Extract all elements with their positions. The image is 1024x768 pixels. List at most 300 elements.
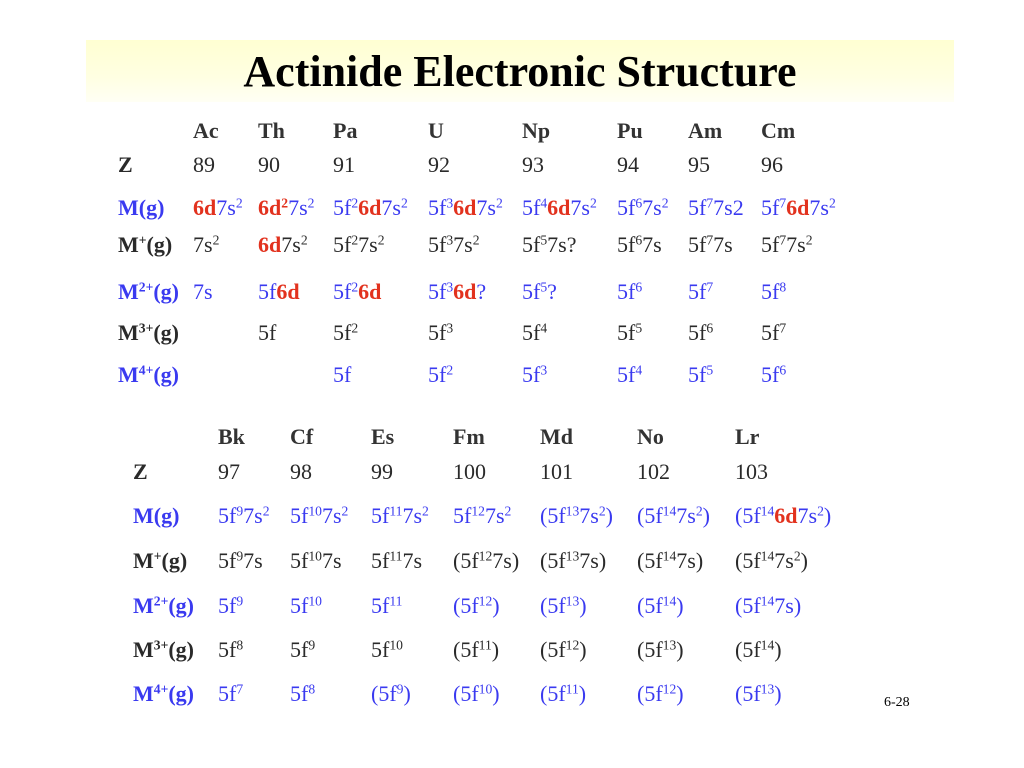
config-cell-am	[688, 320, 713, 346]
config-cell-pu	[617, 279, 642, 305]
superscript: 2	[281, 195, 289, 211]
superscript: 2	[377, 232, 385, 248]
superscript: 13	[565, 593, 580, 609]
config-cell-pa	[333, 152, 355, 178]
config-segment: 5f	[761, 279, 780, 304]
superscript: 2	[351, 320, 359, 336]
config-segment: 5f	[617, 195, 636, 220]
config-cell-cm	[761, 232, 813, 258]
config-segment: 5f	[371, 503, 390, 528]
config-segment: )	[491, 637, 500, 662]
config-segment: 7s	[570, 195, 590, 220]
superscript: 2	[828, 195, 836, 211]
config-segment: 5f	[290, 548, 309, 573]
config-cell-es	[371, 681, 411, 707]
superscript: 8	[779, 279, 787, 295]
config-cell-md	[540, 548, 606, 574]
config-segment: 5f	[522, 362, 541, 387]
config-segment: 7s	[453, 232, 473, 257]
config-segment: (5f	[453, 548, 479, 573]
config-segment: (5f	[637, 548, 663, 573]
config-segment: 5f	[333, 362, 352, 387]
config-cell-u	[428, 279, 486, 305]
config-cell-np	[522, 195, 597, 221]
config-segment: 7s)	[774, 593, 802, 618]
superscript: 10	[308, 593, 322, 609]
config-cell-lr	[735, 503, 831, 529]
superscript: 2	[300, 232, 308, 248]
config-cell-np	[522, 279, 557, 305]
superscript: 2	[446, 362, 454, 378]
config-segment: 7s	[243, 548, 263, 573]
slide-title: Actinide Electronic Structure	[243, 47, 797, 96]
superscript: 6	[635, 232, 643, 248]
config-segment: 101	[540, 459, 573, 484]
config-segment: 6d	[786, 195, 810, 220]
config-cell-fm	[453, 503, 511, 529]
config-cell-no	[637, 681, 684, 707]
config-segment: 98	[290, 459, 312, 484]
config-cell-pu	[617, 320, 642, 346]
superscript: 9	[236, 593, 244, 609]
config-segment: (g)	[168, 681, 194, 706]
element-header-md: Md	[540, 424, 573, 449]
config-cell-fm	[453, 548, 519, 574]
config-cell-ac	[193, 232, 219, 258]
config-cell-am	[688, 362, 713, 388]
config-segment: )	[800, 548, 808, 573]
config-segment: 7s	[797, 503, 818, 528]
superscript: 7	[236, 681, 244, 697]
config-segment: 100	[453, 459, 486, 484]
config-segment: ?	[476, 279, 487, 304]
config-segment: 102	[637, 459, 670, 484]
config-segment: 7s	[476, 195, 496, 220]
config-cell-th	[258, 320, 276, 346]
config-cell-es	[371, 548, 422, 574]
config-segment: 6d	[453, 195, 477, 220]
config-cell-cm	[761, 362, 786, 388]
superscript: 2	[351, 279, 359, 295]
config-cell-np	[522, 152, 544, 178]
config-segment: 6d	[358, 195, 382, 220]
config-segment: Z	[133, 459, 148, 484]
config-segment: (g)	[168, 593, 194, 618]
config-segment: 7s	[484, 503, 505, 528]
config-segment: 7s	[713, 232, 733, 257]
config-segment: 7s2	[713, 195, 744, 220]
config-cell-pa	[333, 232, 385, 258]
config-cell-am	[688, 152, 710, 178]
config-cell-es	[371, 459, 393, 485]
superscript: 11	[565, 681, 579, 697]
superscript: 3	[446, 320, 454, 336]
config-segment: )	[774, 637, 782, 662]
config-cell-u	[428, 232, 480, 258]
superscript: 9	[308, 637, 316, 653]
superscript: 5	[635, 320, 643, 336]
config-segment: M	[118, 279, 139, 304]
row-label	[118, 232, 172, 258]
superscript: 2	[307, 195, 315, 211]
element-header-es: Es	[371, 424, 395, 449]
config-segment: )	[605, 503, 613, 528]
superscript: 11	[478, 637, 492, 653]
superscript: 3+	[153, 637, 169, 653]
config-segment: 7s	[774, 548, 794, 573]
superscript: 2	[422, 503, 429, 519]
superscript: 5	[706, 362, 714, 378]
superscript: 3	[446, 195, 454, 211]
config-cell-no	[637, 459, 670, 485]
config-segment: (g)	[168, 637, 194, 662]
superscript: 13	[662, 637, 677, 653]
superscript: 9	[396, 681, 404, 697]
config-segment: (5f	[637, 681, 663, 706]
config-segment: 90	[258, 152, 280, 177]
superscript: 6	[779, 362, 787, 378]
config-segment: 5f	[428, 232, 447, 257]
element-header-am: Am	[688, 118, 723, 143]
config-segment: 5f	[522, 195, 541, 220]
config-segment: M	[133, 681, 154, 706]
config-segment: 7s	[321, 548, 342, 573]
superscript: 2	[212, 232, 220, 248]
config-segment: (5f	[735, 681, 761, 706]
config-cell-md	[540, 593, 587, 619]
superscript: 4+	[138, 362, 154, 378]
config-segment: 96	[761, 152, 783, 177]
config-segment: 7s	[321, 503, 342, 528]
config-cell-am	[688, 195, 744, 221]
row-label	[133, 593, 194, 619]
config-segment: M	[118, 320, 139, 345]
element-header-lr: Lr	[735, 424, 760, 449]
config-segment: 6d	[258, 232, 282, 257]
config-segment: )	[403, 681, 411, 706]
config-segment: 6d	[547, 195, 571, 220]
config-cell-fm	[453, 637, 499, 663]
config-cell-th	[258, 152, 280, 178]
row-label	[133, 637, 194, 663]
superscript: 14	[662, 593, 677, 609]
config-segment: 5f	[428, 362, 447, 387]
config-cell-am	[688, 279, 713, 305]
config-segment: 5f	[688, 232, 707, 257]
config-cell-th	[258, 279, 300, 305]
config-segment: 5f	[218, 548, 237, 573]
config-segment: 5f	[688, 320, 707, 345]
superscript: 14	[662, 503, 677, 519]
config-segment: (5f	[735, 593, 761, 618]
page-number: 6-28	[884, 695, 910, 710]
config-segment: )	[774, 681, 782, 706]
config-segment: (g)	[153, 279, 179, 304]
superscript: +	[138, 232, 147, 248]
superscript: 2	[472, 232, 480, 248]
config-segment: )	[492, 593, 500, 618]
config-segment: 5f	[333, 279, 352, 304]
superscript: 4+	[153, 681, 169, 697]
superscript: 11	[389, 548, 403, 564]
config-segment: 5f	[371, 593, 390, 618]
superscript: 13	[760, 681, 775, 697]
config-segment: 6d	[453, 279, 477, 304]
config-cell-no	[637, 593, 684, 619]
superscript: 2	[695, 503, 703, 519]
superscript: 9	[236, 503, 244, 519]
config-segment: 6d	[774, 503, 798, 528]
config-cell-no	[637, 503, 710, 529]
config-segment: (5f	[637, 593, 663, 618]
config-cell-lr	[735, 459, 768, 485]
config-cell-u	[428, 195, 503, 221]
row-label	[133, 681, 194, 707]
config-cell-fm	[453, 681, 500, 707]
config-cell-no	[637, 548, 703, 574]
config-segment: 5f	[688, 195, 707, 220]
config-segment: 5f	[218, 503, 237, 528]
config-cell-bk	[218, 459, 240, 485]
config-segment: 5f	[333, 195, 352, 220]
config-cell-pu	[617, 362, 642, 388]
config-cell-cf	[290, 503, 348, 529]
config-segment: 7s)	[492, 548, 520, 573]
config-segment: (5f	[540, 593, 566, 618]
superscript: 2+	[153, 593, 169, 609]
config-segment: (5f	[453, 681, 479, 706]
config-cell-cf	[290, 681, 315, 707]
config-cell-pa	[333, 320, 358, 346]
superscript: 7	[779, 195, 787, 211]
superscript: 2	[495, 195, 503, 211]
superscript: 2	[805, 232, 813, 248]
superscript: +	[153, 548, 162, 564]
config-cell-pa	[333, 279, 381, 305]
config-segment: 5f	[428, 320, 447, 345]
config-segment: M	[118, 232, 139, 257]
config-segment: 5f	[218, 637, 237, 662]
superscript: 14	[760, 503, 775, 519]
config-segment: 5f	[522, 279, 541, 304]
config-segment: 5f	[453, 503, 472, 528]
config-cell-ac	[193, 152, 215, 178]
superscript: 6	[706, 320, 714, 336]
superscript: 2	[351, 195, 359, 211]
element-header-cf: Cf	[290, 424, 314, 449]
config-segment: 5f	[333, 232, 352, 257]
config-cell-pu	[617, 195, 669, 221]
config-cell-bk	[218, 637, 243, 663]
config-cell-fm	[453, 593, 500, 619]
config-segment: 7s	[358, 232, 378, 257]
superscript: 13	[565, 503, 580, 519]
config-segment: 95	[688, 152, 710, 177]
config-segment: 7s	[642, 232, 662, 257]
superscript: 12	[471, 503, 485, 519]
superscript: 8	[236, 637, 244, 653]
superscript: 7	[779, 320, 787, 336]
config-segment: )	[676, 637, 684, 662]
config-segment: ?	[547, 279, 557, 304]
element-header-cm: Cm	[761, 118, 796, 143]
config-segment: 5f	[522, 232, 541, 257]
superscript: 10	[478, 681, 493, 697]
superscript: 3	[540, 362, 548, 378]
config-segment: 7s)	[579, 548, 607, 573]
config-segment: M	[133, 548, 154, 573]
config-cell-am	[688, 232, 733, 258]
superscript: 11	[389, 593, 403, 609]
row-label	[118, 362, 179, 388]
config-segment: 7s	[193, 279, 213, 304]
config-cell-md	[540, 503, 613, 529]
config-segment: 7s	[193, 232, 213, 257]
config-cell-bk	[218, 548, 263, 574]
superscript: 6	[635, 279, 643, 295]
superscript: 10	[308, 503, 322, 519]
config-segment: 6d	[193, 195, 217, 220]
config-cell-u	[428, 320, 453, 346]
config-cell-th	[258, 232, 308, 258]
config-segment: 99	[371, 459, 393, 484]
config-segment: (5f	[735, 637, 761, 662]
config-cell-cf	[290, 459, 312, 485]
superscript: 9	[236, 548, 244, 564]
config-cell-md	[540, 459, 573, 485]
config-cell-cm	[761, 195, 836, 221]
config-segment: (g)	[161, 548, 188, 573]
superscript: 2	[351, 232, 359, 248]
superscript: 4	[540, 195, 548, 211]
superscript: 12	[565, 637, 580, 653]
config-segment: 7s	[281, 232, 301, 257]
config-cell-cf	[290, 593, 322, 619]
title-band	[86, 40, 954, 102]
superscript: 4	[635, 362, 643, 378]
element-header-fm: Fm	[453, 424, 485, 449]
superscript: 14	[760, 548, 775, 564]
config-segment: 5f	[258, 279, 277, 304]
config-segment: 5f	[290, 593, 309, 618]
config-segment: 5f	[428, 279, 447, 304]
superscript: 2+	[138, 279, 154, 295]
config-segment: 103	[735, 459, 768, 484]
config-cell-cm	[761, 279, 786, 305]
config-cell-es	[371, 503, 429, 529]
config-segment: 7s)	[676, 548, 704, 573]
config-cell-ac	[193, 279, 213, 305]
config-segment: 7s	[579, 503, 599, 528]
config-segment: 89	[193, 152, 215, 177]
config-segment: 5f	[617, 279, 636, 304]
config-segment: 7s	[288, 195, 308, 220]
config-segment: 7s?	[547, 232, 577, 257]
config-segment: 5f	[617, 362, 636, 387]
superscript: 14	[662, 548, 677, 564]
config-segment: 5f	[290, 503, 309, 528]
superscript: 5	[540, 232, 548, 248]
row-label	[118, 320, 179, 346]
config-cell-lr	[735, 548, 808, 574]
config-cell-lr	[735, 593, 801, 619]
config-segment: 5f	[761, 232, 780, 257]
row-label	[118, 279, 179, 305]
config-segment: (5f	[453, 637, 479, 662]
element-header-np: Np	[522, 118, 551, 143]
config-segment: (5f	[371, 681, 397, 706]
superscript: 2	[235, 195, 243, 211]
config-segment: M(g)	[118, 195, 165, 220]
superscript: 7	[706, 232, 714, 248]
row-label	[118, 195, 164, 221]
config-segment: M	[133, 593, 154, 618]
config-segment: 7s	[381, 195, 401, 220]
config-cell-cm	[761, 320, 786, 346]
config-segment: )	[579, 637, 587, 662]
superscript: 3+	[138, 320, 154, 336]
config-cell-th	[258, 195, 314, 221]
config-segment: (5f	[637, 637, 663, 662]
superscript: 7	[706, 279, 714, 295]
superscript: 2	[504, 503, 512, 519]
config-cell-np	[522, 232, 576, 258]
config-cell-u	[428, 362, 453, 388]
config-segment: 5f	[688, 362, 707, 387]
config-segment: 97	[218, 459, 240, 484]
config-segment: 5f	[258, 320, 277, 345]
superscript: 6	[635, 195, 643, 211]
config-segment: 94	[617, 152, 639, 177]
config-segment: )	[823, 503, 832, 528]
superscript: 7	[779, 232, 787, 248]
superscript: 2	[793, 548, 801, 564]
element-header-no: No	[637, 424, 664, 449]
config-cell-es	[371, 593, 402, 619]
config-cell-pa	[333, 195, 408, 221]
superscript: 10	[308, 548, 322, 564]
config-segment: 6d	[276, 279, 300, 304]
config-segment: M	[133, 637, 154, 662]
config-cell-u	[428, 152, 450, 178]
config-segment: (g)	[153, 362, 179, 387]
config-segment: )	[579, 593, 587, 618]
config-cell-ac	[193, 195, 243, 221]
config-segment: (5f	[735, 548, 761, 573]
superscript: 2	[262, 503, 270, 519]
config-segment: 5f	[761, 320, 780, 345]
row-label	[133, 548, 187, 574]
config-segment: M(g)	[133, 503, 180, 528]
config-cell-cf	[290, 637, 315, 663]
config-segment: (5f	[735, 503, 761, 528]
config-segment: 5f	[761, 362, 780, 387]
config-segment: (5f	[453, 593, 479, 618]
superscript: 12	[478, 548, 493, 564]
superscript: 2	[598, 503, 606, 519]
superscript: 3	[446, 232, 454, 248]
config-segment: 6d	[258, 195, 282, 220]
element-header-th: Th	[258, 118, 285, 143]
config-segment: 7s	[402, 548, 423, 573]
config-segment: 7s	[676, 503, 696, 528]
element-header-bk: Bk	[218, 424, 245, 449]
config-cell-pu	[617, 232, 662, 258]
element-header-pa: Pa	[333, 118, 358, 143]
config-segment: 7s	[216, 195, 236, 220]
superscript: 13	[565, 548, 580, 564]
config-segment: 5f	[428, 195, 447, 220]
